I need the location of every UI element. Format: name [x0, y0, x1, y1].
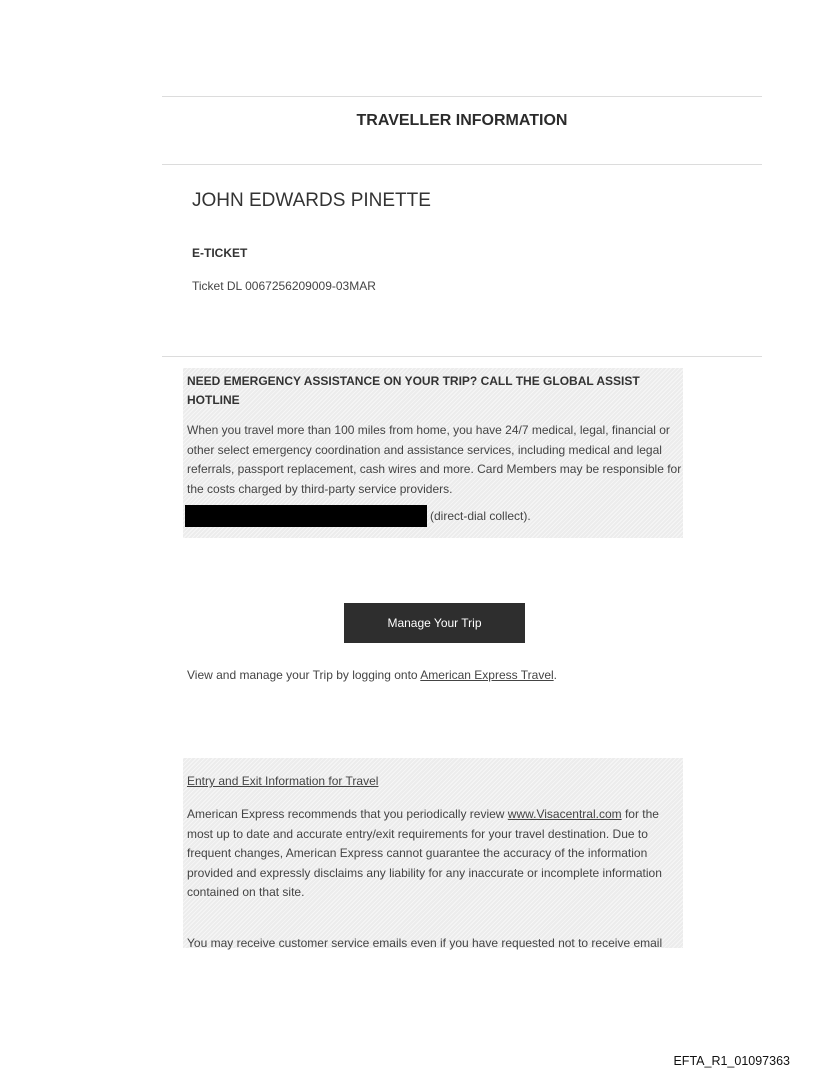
entry-text-before: American Express recommends that you periodically review [187, 807, 508, 821]
ticket-number: Ticket DL 0067256209009-03MAR [192, 279, 376, 293]
redacted-phone-number [185, 505, 427, 527]
emergency-assistance-box [183, 368, 683, 538]
traveller-divider [162, 356, 762, 357]
phone-suffix: (direct-dial collect). [430, 509, 531, 523]
entry-exit-description [187, 805, 682, 903]
manage-your-trip-button[interactable]: Manage Your Trip [344, 603, 525, 643]
top-divider [162, 96, 762, 97]
american-express-travel-link[interactable]: American Express Travel [420, 668, 554, 682]
entry-text-after: for the most up to date and accurate entry/exit requirements for your travel destination. Due to frequent changes, American Express cannot guarantee the accuracy of the information provided and expressly disclaims any liability for any inaccurate or incomplete information contained on that site. [187, 807, 662, 899]
traveller-name: JOHN EDWARDS PINETTE [192, 190, 431, 211]
title-divider [162, 164, 762, 165]
manage-text-after: . [553, 668, 558, 682]
manage-trip-text [187, 668, 557, 682]
manage-text-before: View and manage your Trip by logging onto [187, 668, 421, 682]
visacentral-link[interactable]: www.Visacentral.com [507, 807, 622, 821]
entry-exit-heading-link[interactable]: Entry and Exit Information for Travel [187, 774, 379, 788]
hotline-phone-row [185, 505, 531, 527]
section-title: TRAVELLER INFORMATION [356, 112, 568, 129]
emergency-description: When you travel more than 100 miles from home, you have 24/7 medical, legal, financial or other select emergency coordination and assistance services, including medical and legal referrals, passport replacement, cash wires and more. Card Members may be responsible for the costs charged by third-party service providers. [187, 423, 682, 496]
document-id: EFTA_R1_01097363 [673, 1054, 790, 1068]
emergency-heading: NEED EMERGENCY ASSISTANCE ON YOUR TRIP? CALL THE GLOBAL ASSIST HOTLINE [187, 374, 640, 407]
entry-exit-box [183, 758, 683, 948]
email-notice: You may receive customer service emails even if you have requested not to receive email [187, 936, 663, 950]
eticket-label: E-TICKET [192, 246, 248, 260]
